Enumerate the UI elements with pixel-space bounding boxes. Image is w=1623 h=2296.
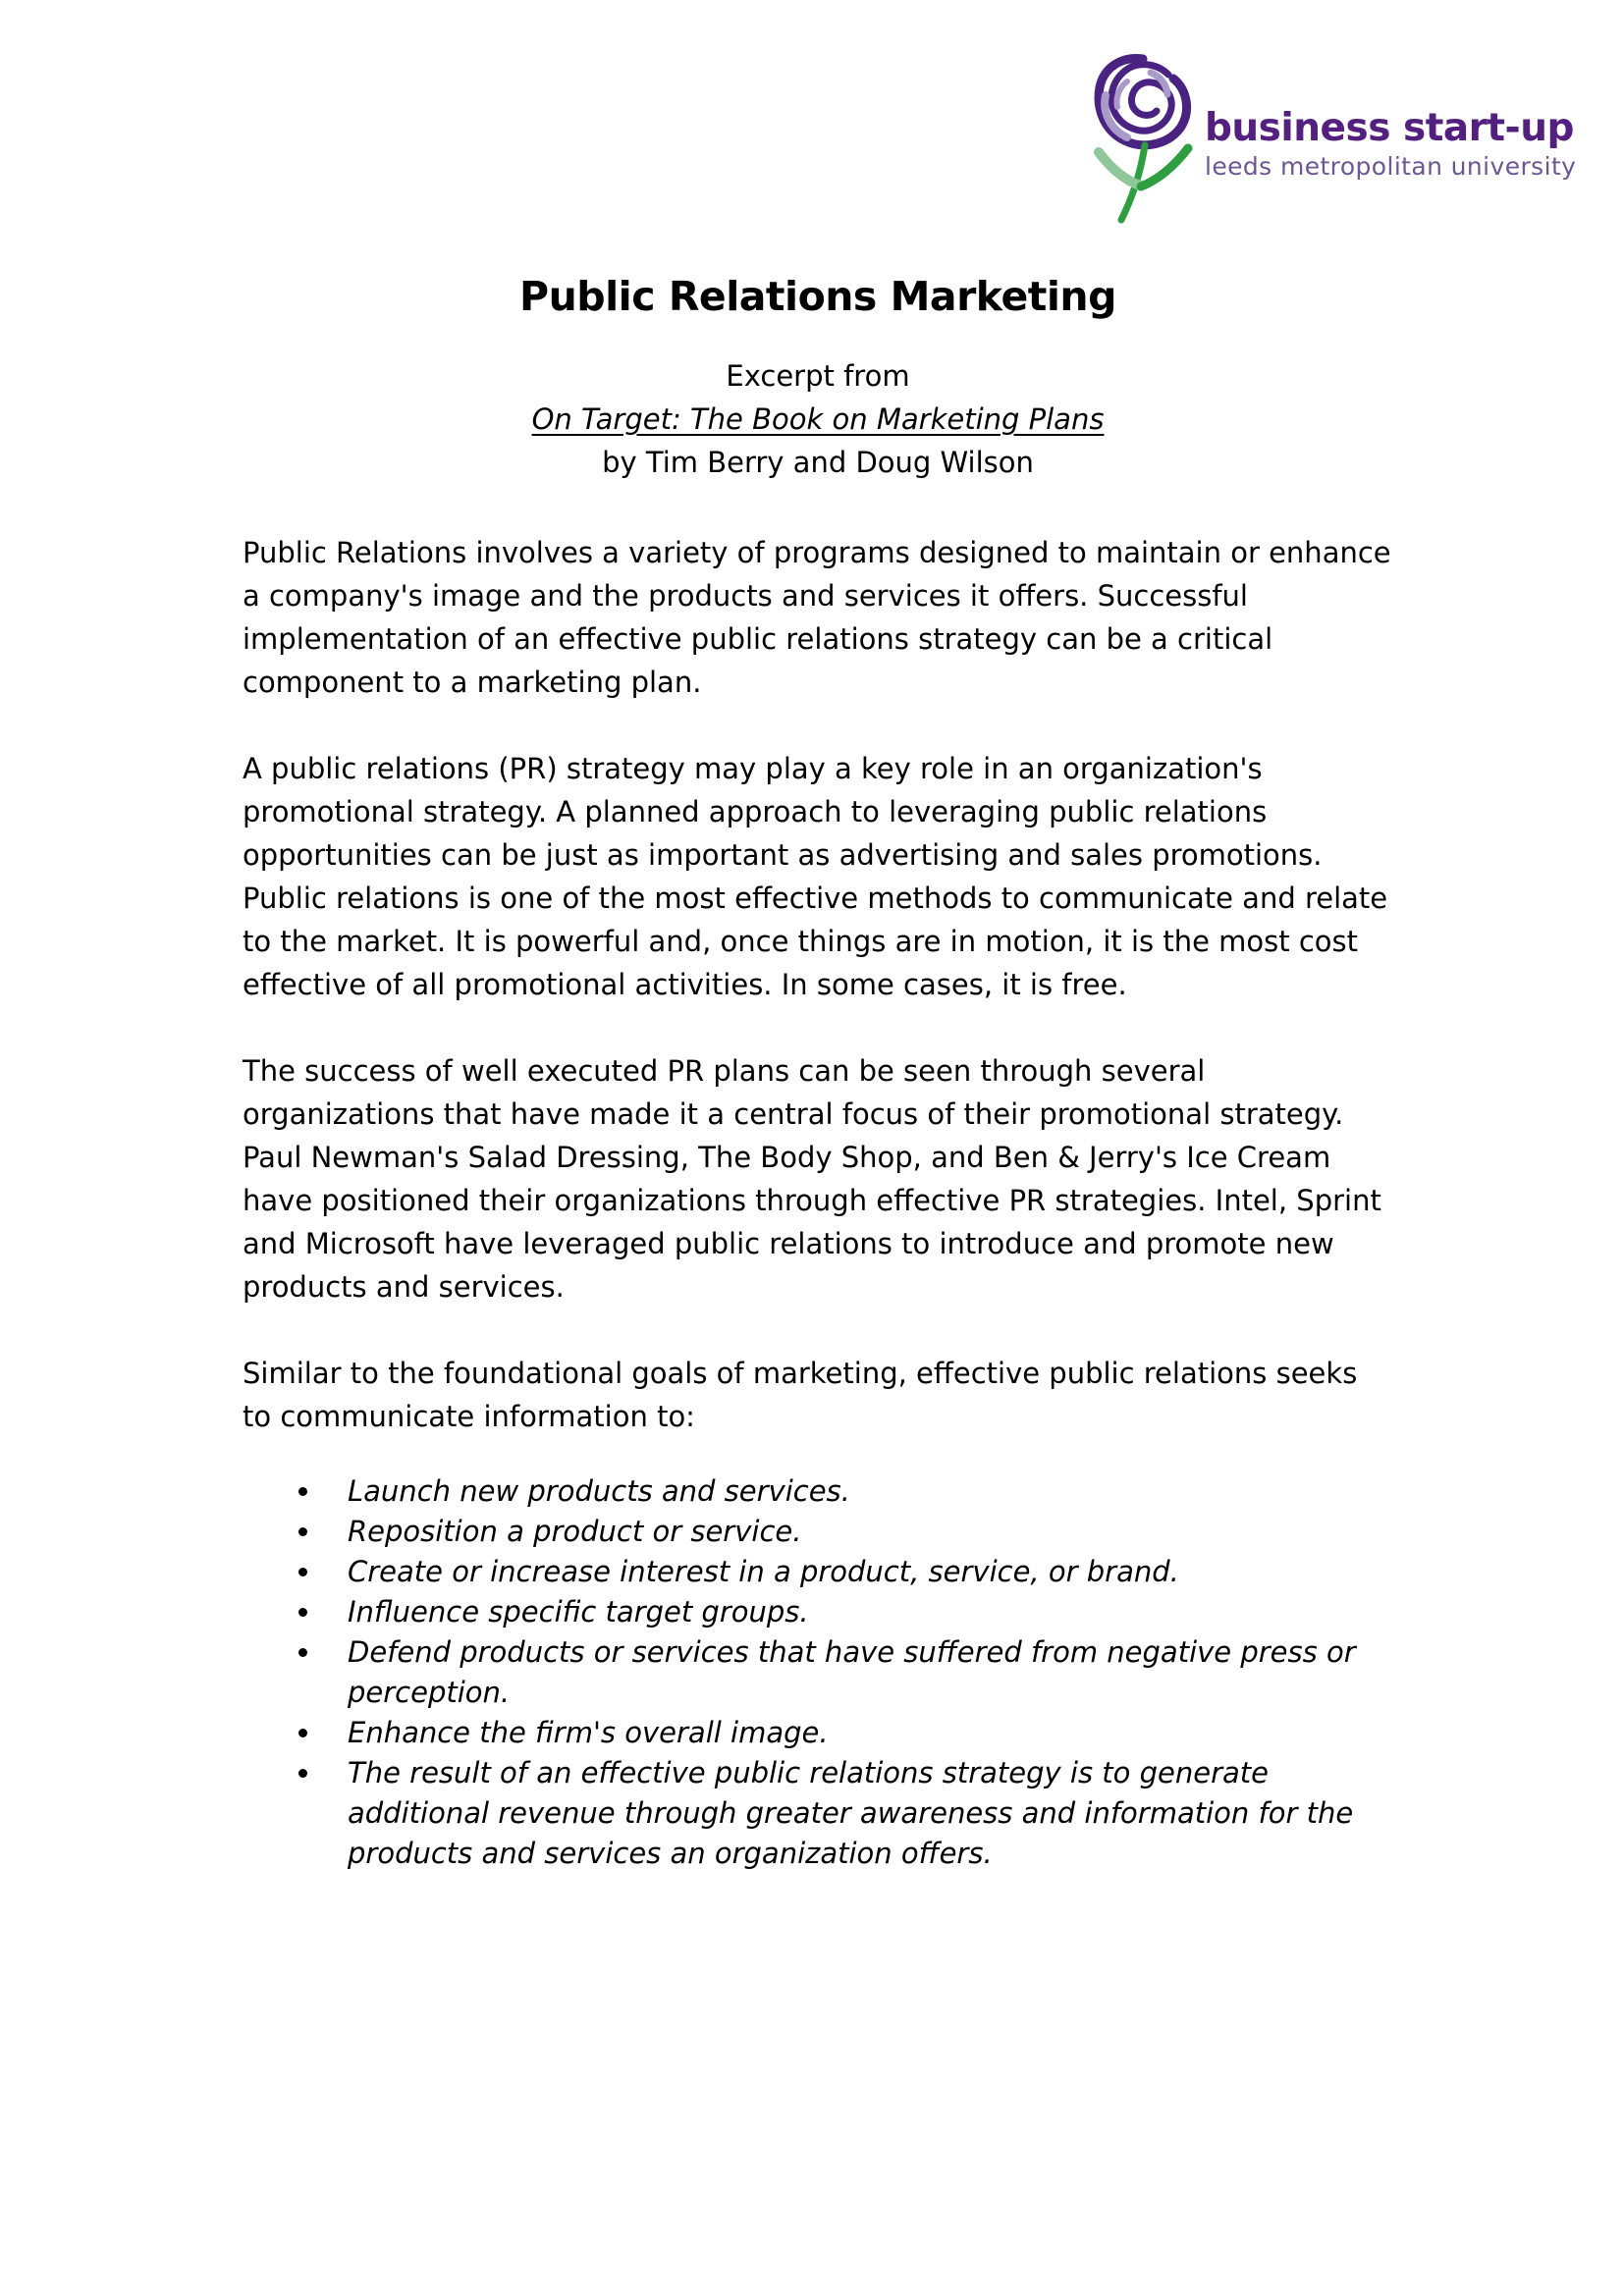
- paragraph-3: The success of well executed PR plans can be seen through several organizations that have made it a central focus of their promotional strategy. Paul Newman's Salad Dressing, The Body Shop, and Ben & Jerry's Ice Cream have positioned their organizations through effective PR strategies. Intel, Sprint and Microsoft have leveraged public relations to introduce and promote new products and services.: [243, 1054, 1381, 1304]
- bullet-item: Enhance the firm's overall image.: [243, 1713, 1393, 1753]
- byline: by Tim Berry and Doug Wilson: [602, 446, 1034, 479]
- bullet-item: The result of an effective public relations strategy is to generate additional revenue through greater awareness and information for the products and services an organization offers.: [243, 1753, 1393, 1874]
- bullet-item: Defend products or services that have suffered from negative press or perception.: [243, 1632, 1393, 1713]
- paragraph-2: A public relations (PR) strategy may play a key role in an organization's promotional strategy. A planned approach to leveraging public relations opportunities can be just as important as advertising and sales promotions. Public relations is one of the most effective methods to communicate and relate to the market. It is powerful and, once things are in motion, it is the most cost effective of all promotional activities. In some cases, it is free.: [243, 752, 1388, 1001]
- logo-brand: business start-up: [1205, 106, 1574, 150]
- logo-subtitle: leeds metropolitan university: [1205, 151, 1577, 181]
- document-content: [243, 0, 1393, 1874]
- page-title: Public Relations Marketing: [519, 273, 1116, 320]
- bullet-item: Launch new products and services.: [243, 1471, 1393, 1512]
- paragraph-1: Public Relations involves a variety of programs designed to maintain or enhance a company's image and the products and services it offers. Successful implementation of an effective public relations strategy can be a critical component to a marketing plan.: [243, 536, 1391, 699]
- book-title: On Target: The Book on Marketing Plans: [531, 402, 1105, 436]
- bullet-list: [243, 1471, 1393, 1874]
- bullet-item: Influence specific target groups.: [243, 1592, 1393, 1632]
- excerpt-block: [243, 354, 1393, 484]
- bullet-item: Reposition a product or service.: [243, 1512, 1393, 1552]
- bullet-item: Create or increase interest in a product, service, or brand.: [243, 1552, 1393, 1592]
- excerpt-label: Excerpt from: [726, 359, 910, 393]
- paragraph-4: Similar to the foundational goals of marketing, effective public relations seeks to communicate information to:: [243, 1357, 1358, 1433]
